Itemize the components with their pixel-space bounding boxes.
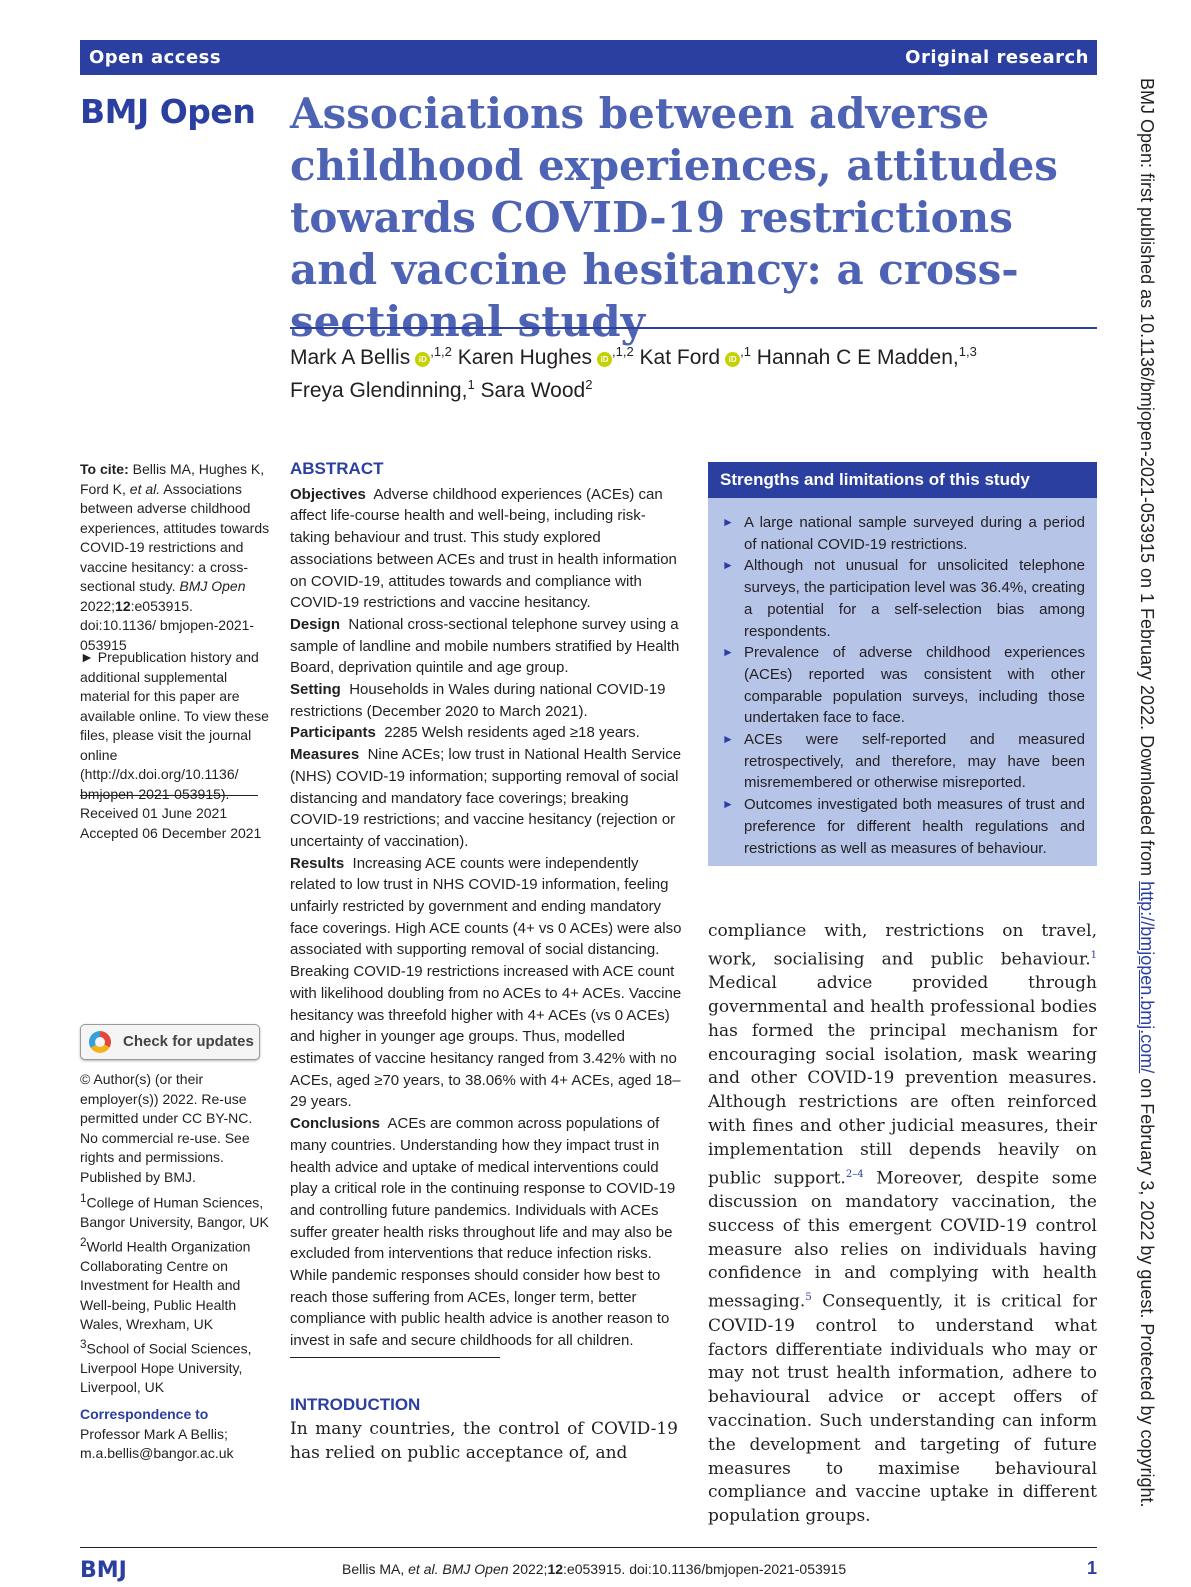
footer-citation: Bellis MA, et al. BMJ Open 2022;12:e053915. doi:10.1136/bmjopen-2021-053915 1: [342, 1558, 1098, 1578]
download-notice: BMJ Open: first published as 10.1136/bmjopen-2021-053915 on 1 February 2022. Downloaded from http://bmjopen.bmj.com/ on February 3, 2022 by guest. Protected by copyright.: [1137, 78, 1157, 1508]
footer-rule: [80, 1547, 1097, 1548]
author-affiliation: 1,3: [958, 344, 977, 359]
author-name: Hannah C E Madden,: [756, 346, 959, 369]
author-affiliation: ,1: [740, 344, 751, 359]
open-access-label: Open access: [89, 47, 222, 68]
check-for-updates-label: Check for updates: [123, 1033, 254, 1050]
orcid-icon[interactable]: iD: [597, 352, 612, 367]
author-name: Freya Glendinning,: [290, 379, 468, 402]
correspondence: [80, 1405, 272, 1464]
citation-block: [80, 460, 272, 655]
cite-etal: et al.: [129, 480, 161, 497]
abstract-objectives: Objectives Adverse childhood experiences (ACEs) can affect life-course health and well-being, including risk-taking behaviour and trust. This study explored associations between ACEs and trust in health information on COVID-19, attitudes towards and compliance with COVID-19 restrictions and vaccine hesitancy.: [290, 485, 677, 612]
affiliation-item: $^3$School of Social Sciences, Liverpool Hope University, Liverpool, UK: [80, 1337, 252, 1396]
sidebar-divider: [80, 795, 258, 796]
author-affiliation: 2: [585, 377, 593, 392]
affiliation-item: $^1$College of Human Sciences, Bangor University, Bangor, UK: [80, 1192, 269, 1231]
cite-label: To cite:: [80, 461, 129, 477]
crossmark-icon: [89, 1031, 111, 1053]
author-affiliation: 1: [467, 377, 475, 392]
list-item: ► A large national sample surveyed during a period of national COVID-19 restrictions.: [722, 512, 1085, 555]
prepublication-note[interactable]: ► Prepublication history and additional supplemental material for this paper are available online. To view these files, please visit the journal online (http://dx.doi.org/10.1136/ bmjopen-2021-053915).: [80, 649, 269, 802]
strengths-heading: Strengths and limitations of this study: [708, 462, 1097, 498]
cite-authors: Bellis MA, Hughes K, Ford K,: [80, 461, 265, 497]
author-name: Sara Wood: [480, 379, 586, 402]
orcid-icon[interactable]: iD: [415, 352, 430, 367]
strengths-limitations-box: [708, 462, 1097, 866]
accepted-date: Accepted 06 December 2021: [80, 824, 262, 841]
cite-year: 2022;: [80, 597, 116, 614]
cite-title: Associations between adverse childhood experiences, attitudes towards COVID-19 restrictions and vaccine hesitancy: a cross-sectional study.: [80, 480, 270, 594]
abstract: [290, 458, 685, 1352]
list-item: ► Prevalence of adverse childhood experiences (ACEs) reported was consistent with other comparable population surveys, including those undertaken face to face.: [722, 642, 1085, 729]
copyright-notice: © Author(s) (or their employer(s)) 2022. Re-use permitted under CC BY-NC. No commercial re-use. See rights and permissions. Published by BMJ.: [80, 1071, 253, 1185]
list-item: ► ACEs were self-reported and measured retrospectively, and therefore, may have been misremembered or otherwise misreported.: [722, 729, 1085, 794]
cite-journal: BMJ Open: [179, 578, 246, 594]
abstract-heading: ABSTRACT: [290, 459, 384, 478]
introduction-heading: INTRODUCTION: [290, 1395, 421, 1414]
received-date: Received 01 June 2021: [80, 805, 228, 821]
abstract-participants: Participants 2285 Welsh residents aged ≥18 years.: [290, 724, 640, 742]
top-banner: [80, 40, 1097, 75]
affiliation-item: $^2$World Health Organization Collaborating Centre on Investment for Health and Well-being, Public Health Wales, Wrexham, UK: [80, 1235, 251, 1333]
journal-logo[interactable]: BMJ Open: [80, 92, 256, 131]
author-name: Kat Ford: [639, 346, 721, 369]
author-affiliation: ,1,2: [430, 344, 452, 359]
author-name: Mark A Bellis: [290, 346, 411, 369]
cite-volume: 12: [115, 597, 131, 614]
check-for-updates-button[interactable]: [80, 1024, 260, 1060]
page-number: 1: [1087, 1558, 1098, 1578]
introduction-text-right: compliance with, restrictions on travel, work, socialising and public behaviour.$^1$ Medical advice provided through governmental and health professional bodies has formed the principal mechanism for encouraging social isolation, mask wearing and other COVID-19 prevention measures. Although restrictions are often reinforced with fines and other judicial measures, their implementation still depends heavily on public support.$^{2-4}$ Moreover, despite some discussion on mandatory vaccination, the success of this emergent COVID-19 control measure also relies on individuals having confidence in and complying with health messaging.$^5$ Consequently, it is critical for COVID-19 control to understand what factors differentiate individuals who may or may not trust health information, adhere to behavioural advice or accept offers of vaccination. Such understanding can inform the development and targeting of future measures to maximise behavioural compliance and vaccine uptake in different population groups.: [708, 921, 1098, 1527]
abstract-results: Results Increasing ACE counts were independently related to low trust in NHS COVID-19 information, feeling unfairly restricted by government and ending mandatory face coverings. High ACE counts (4+ vs 0 ACEs) were also associated with supporting removal of social distancing. Breaking COVID-19 restrictions increased with ACE count with likelihood doubling from no ACEs to 4+ ACEs. Vaccine hesitancy was threefold higher with 4+ ACEs (vs 0 ACEs) and higher in younger age groups. Thus, modelled estimates of vaccine hesitancy ranged from 3.42% with no ACEs, aged ≥70 years, to 38.06% with 4+ ACEs, aged 18–29 years.: [290, 854, 682, 1111]
title-rule: [290, 327, 1097, 329]
reference-link[interactable]: 1: [1090, 949, 1097, 961]
correspondence-email[interactable]: m.a.bellis@bangor.ac.uk: [80, 1445, 234, 1461]
reference-link[interactable]: 5: [805, 1292, 812, 1304]
article-title: Associations between adverse childhood experiences, attitudes towards COVID-19 restrictions and vaccine hesitancy: a cross-sectional study: [290, 89, 1058, 346]
affiliations: [80, 1189, 272, 1398]
abstract-end-rule: [290, 1357, 500, 1358]
orcid-icon[interactable]: iD: [725, 352, 740, 367]
introduction-text-left: In many countries, the control of COVID-19 has relied on public acceptance of, and: [290, 1419, 678, 1463]
abstract-design: Design National cross-sectional telephone survey using a sample of landline and mobile numbers stratified by Health Board, deprivation quintile and age group.: [290, 615, 680, 677]
list-item: ► Outcomes investigated both measures of trust and preference for different health regulations and restrictions as well as measures of behaviour.: [722, 794, 1085, 859]
author-name: Karen Hughes: [457, 346, 593, 369]
journal-link[interactable]: http://bmjopen.bmj.com/: [1137, 881, 1157, 1074]
author-affiliation: ,1,2: [612, 344, 634, 359]
correspondence-label: Correspondence to: [80, 1406, 209, 1422]
article-type-label: Original research: [905, 47, 1089, 68]
abstract-conclusions: Conclusions ACEs are common across populations of many countries. Understanding how they impact trust in health advice and uptake of medical interventions could play a critical role in the continuing response to COVID-19 and controlling future pandemics. Individuals with ACEs suffer greater health risks throughout life and may also be excluded from interventions that reduce infection risks. While pandemic responses should consider how best to reach those suffering from ACEs, longer term, better compliance with public health advice is another reason to invest in safe and secure childhoods for all children.: [290, 1115, 676, 1350]
reference-link[interactable]: 2–4: [845, 1168, 864, 1180]
cite-doi: :e053915. doi:10.1136/ bmjopen-2021-053915: [80, 597, 255, 653]
abstract-measures: Measures Nine ACEs; low trust in National Health Service (NHS) COVID-19 information; supporting removal of social distancing and mandatory face coverings; breaking COVID-19 restrictions; and vaccine hesitancy (rejection or uncertainty of vaccination).: [290, 746, 682, 850]
footer-logo: BMJ: [80, 1558, 127, 1583]
dates-block: [80, 804, 272, 843]
strengths-list: [722, 512, 1085, 859]
correspondence-name: Professor Mark A Bellis;: [80, 1425, 228, 1442]
list-item: ► Although not unusual for unsolicited telephone surveys, the participation level was 36.4%, creating a potential for a self-selection bias among respondents.: [722, 555, 1085, 642]
author-list: [290, 338, 1110, 404]
abstract-setting: Setting Households in Wales during national COVID-19 restrictions (December 2020 to March 2021).: [290, 681, 666, 720]
